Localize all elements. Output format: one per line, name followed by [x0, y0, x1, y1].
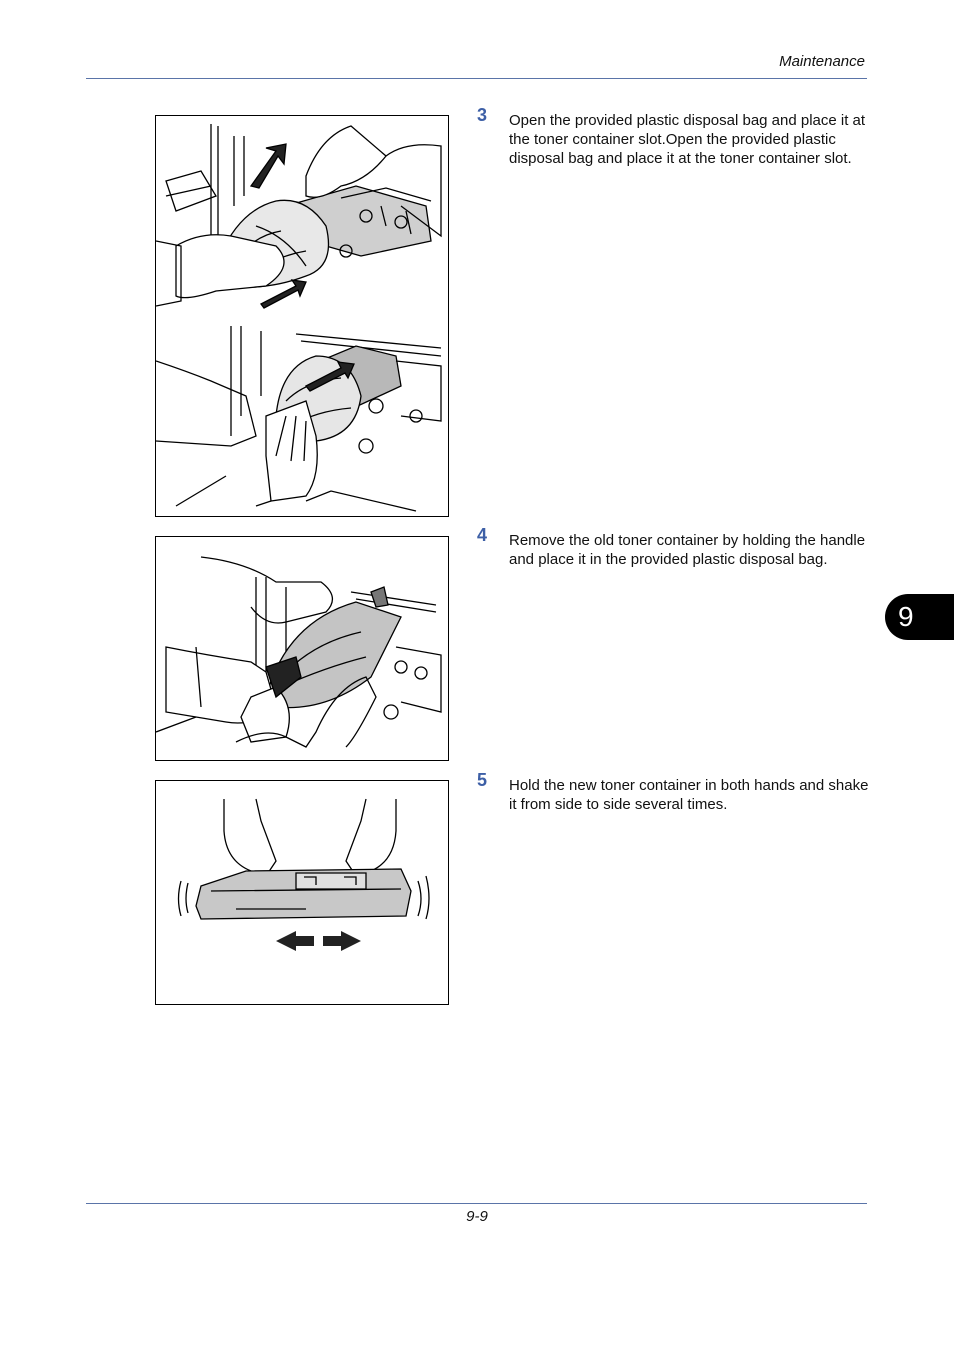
step-number: 5: [477, 770, 488, 790]
page-number: 9-9: [466, 1208, 488, 1225]
step-number: 4: [477, 525, 488, 545]
step-instruction: Open the provided plastic disposal bag and place it at the toner container slot.Open the provided plastic disposal bag and place it at the toner container slot.: [509, 112, 866, 167]
header-rule: [86, 78, 867, 79]
step-instruction: Remove the old toner container by holding the handle and place it in the provided plastic disposal bag.: [509, 532, 866, 568]
step-5-illustration: [155, 780, 449, 1005]
step-4-illustration: [155, 536, 449, 761]
chapter-tab: 9: [885, 594, 954, 640]
step-instruction: Hold the new toner container in both hands and shake it from side to side several times.: [509, 777, 869, 813]
running-header-title: Maintenance: [779, 53, 865, 70]
open-bag-illustration: [156, 124, 441, 308]
insert-bag-illustration: [156, 326, 441, 511]
step-3-illustration: [155, 115, 449, 517]
footer-rule: [86, 1203, 867, 1204]
step-number: 3: [477, 105, 488, 125]
